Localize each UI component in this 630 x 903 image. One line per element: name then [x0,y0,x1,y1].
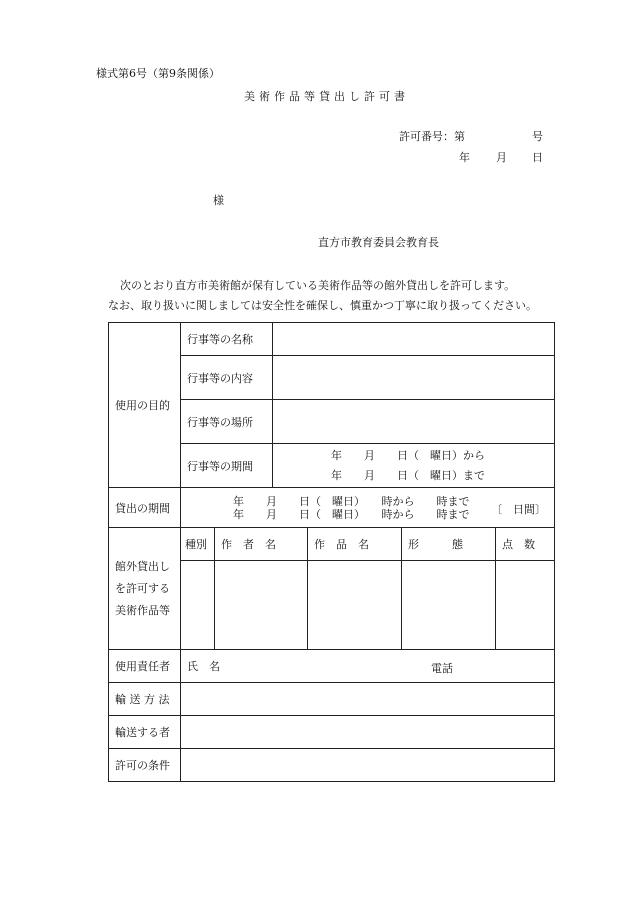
conditions-label: 許可の条件 [109,749,181,782]
transporter-label: 輸送する者 [109,716,181,749]
transporter-value[interactable] [181,716,555,749]
event-name-value[interactable] [273,323,555,356]
works-label [109,528,181,650]
event-period-to: 年 月 日（ 曜日）まで [331,468,485,482]
body-text-line-1: 次のとおり直方市美術館が保有している美術作品等の館外貸出しを許可します。 [120,279,516,292]
transport-method-label: 輸 送 方 法 [109,683,181,716]
works-count-cell[interactable] [496,561,555,650]
event-period-from: 年 月 日（ 曜日）から [331,448,485,462]
name-label: 氏 名 [187,660,220,673]
page-title: 美術作品等貸出し許可書 [244,90,409,103]
loan-days: 〔 日間〕 [491,503,547,516]
works-label-line-2: を許可する [115,581,170,595]
works-form-cell[interactable] [402,561,496,650]
phone-label: 電話 [431,662,453,675]
responsible-value[interactable] [181,650,555,683]
event-content-label: 行事等の内容 [181,356,273,400]
permit-number-suffix: 号 [532,130,543,143]
event-name-label: 行事等の名称 [181,323,273,356]
col-title: 作 品 名 [308,528,402,561]
event-content-value[interactable] [273,356,555,400]
row-loan-period [109,488,555,528]
row-conditions [109,749,555,782]
issuer: 直方市教育委員会教育長 [318,236,439,249]
event-period-value[interactable] [273,444,555,488]
col-form: 形 態 [402,528,496,561]
col-count: 点 数 [496,528,555,561]
permit-number-label: 許可番号：第 [399,130,465,143]
row-responsible [109,650,555,683]
loan-period-label: 貸出の期間 [109,488,181,528]
loan-period-to: 年 月 日（ 曜日） 時から 時まで [233,507,470,521]
works-label-line-3: 美術作品等 [115,603,170,617]
row-transporter [109,716,555,749]
event-place-value[interactable] [273,400,555,444]
permit-form-table [108,322,555,782]
form-number: 様式第6号（第9条関係） [96,67,220,80]
event-period-label: 行事等の期間 [181,444,273,488]
responsible-label: 使用責任者 [109,650,181,683]
purpose-label: 使用の目的 [109,323,181,488]
row-event-name [109,323,555,356]
date-month: 月 [496,151,507,164]
body-text-line-2: なお、取り扱いに関しましては安全性を確保し、慎重かつ丁寧に取り扱ってください。 [108,299,537,312]
date-year: 年 [459,151,470,164]
addressee-suffix: 様 [213,194,224,207]
works-type-cell[interactable] [181,561,215,650]
works-label-line-1: 館外貸出し [115,559,170,573]
loan-period-from: 年 月 日（ 曜日） 時から 時まで [233,494,470,508]
date-day: 日 [532,151,543,164]
col-author: 作 者 名 [215,528,308,561]
col-type: 種別 [181,528,215,561]
row-transport-method [109,683,555,716]
event-place-label: 行事等の場所 [181,400,273,444]
conditions-value[interactable] [181,749,555,782]
row-works-header [109,528,555,561]
works-title-cell[interactable] [308,561,402,650]
works-author-cell[interactable] [215,561,308,650]
transport-method-value[interactable] [181,683,555,716]
loan-period-value[interactable] [181,488,555,528]
